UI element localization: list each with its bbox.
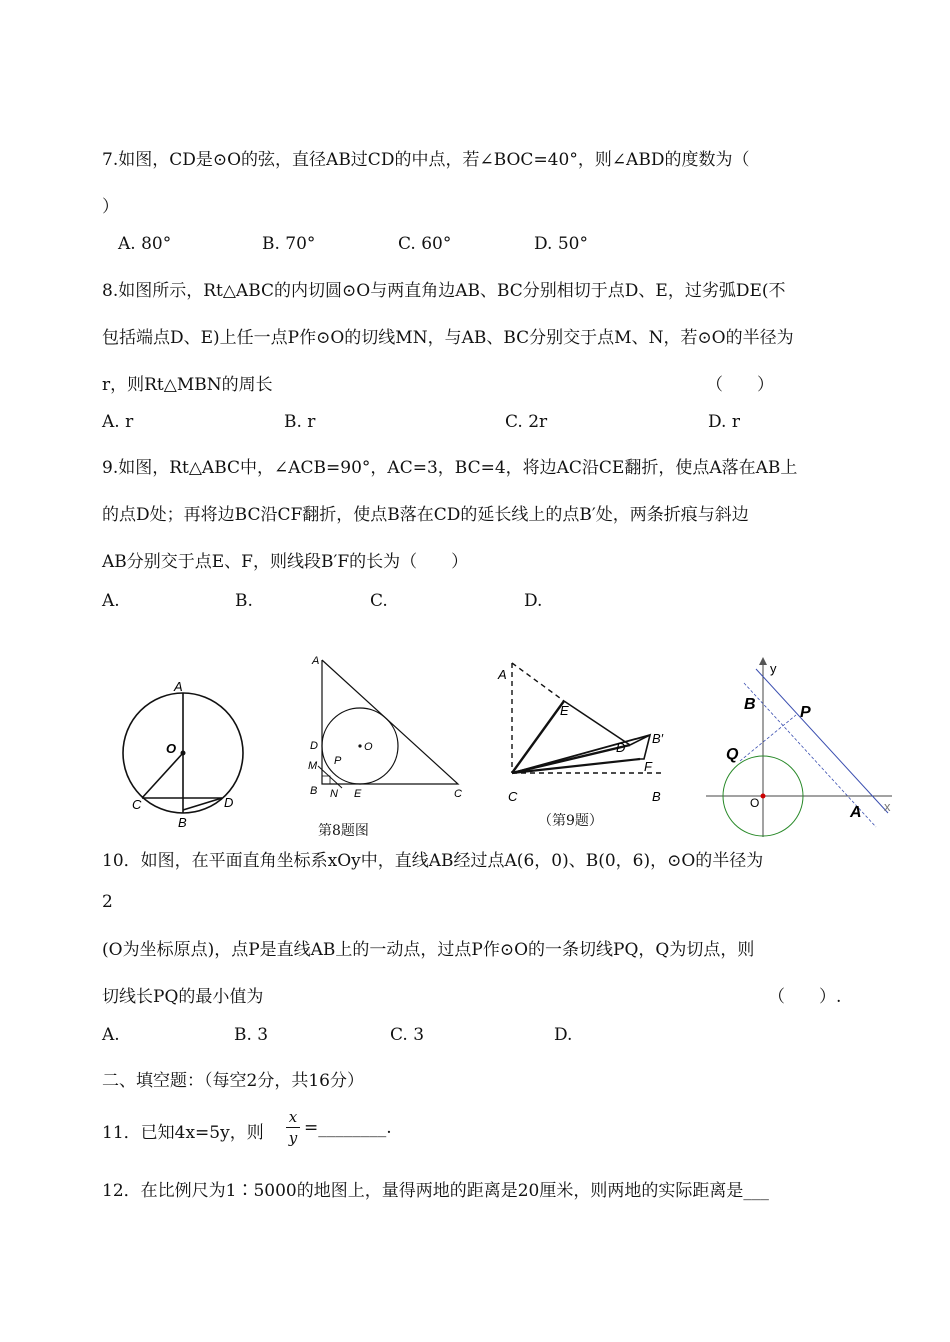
q9-line1: 9.如图，Rt△ABC中，∠ACB=90°，AC=3，BC=4，将边AC沿CE翻折，使点A落在AB上 [102,458,798,478]
q7-stem-cont: ） [102,197,119,217]
q10-option-c: C. 3 [390,1025,425,1045]
q7-option-a: A. 80° [118,234,172,254]
fig9-label-b: B [652,789,661,804]
q9-option-b: B. [235,591,253,611]
fig10-label-y: y [770,661,777,676]
figure-q10 [700,655,900,840]
q9-option-d: D. [524,591,543,611]
fig9-label-e: E [560,703,569,718]
q9-line2: 的点D处；再将边BC沿CF翻折，使点B落在CD的延长线上的点B′处，两条折痕与斜边 [102,505,749,525]
q10-line2: 2 [102,892,113,912]
q11-fraction-bar [286,1127,300,1128]
section2-title: 二、填空题：（每空2分，共16分） [102,1071,364,1091]
fig7-label-c: C [132,797,142,812]
q10-line4: 切线长PQ的最小值为 [102,987,264,1007]
fig7-label-a: A [174,679,183,694]
fig10-origin-dot [761,794,766,799]
fig8-label-a: A [312,655,320,667]
q9-option-c: C. [370,591,388,611]
fig9-label-a: A [498,667,507,682]
q8-line1: 8.如图所示，Rt△ABC的内切圆⊙O与两直角边AB、BC分别相切于点D、E，过劣弧DE(不 [102,281,786,301]
fig8-label-m: M [308,760,318,772]
fig9-label-d: D [616,740,626,755]
q11-prefix: 11．已知4x=5y，则 [102,1123,264,1143]
fig7-label-o: O [166,741,177,756]
fig9-label-c: C [508,789,518,804]
fig7-radius-oc [142,753,183,798]
q10-line1: 10．如图，在平面直角坐标系xOy中，直线AB经过点A(6，0)、B(0，6)，⊙O的半径为 [102,851,764,871]
q8-option-a: A. r [102,412,134,432]
q10-line3: (O为坐标原点)，点P是直线AB上的一动点，过点P作⊙O的一条切线PQ，Q为切点，则 [102,940,755,960]
fig9-dashed-ab [512,663,564,701]
fig8-label-d: D [310,740,318,752]
fig8-center-dot [358,744,361,747]
fig10-label-a: A [850,804,862,821]
q8-option-b: B. r [284,412,316,432]
fig9-crease-cf [512,759,640,773]
fig9-label-bp: B′ [652,731,664,746]
fig8-right-angle [322,776,330,784]
q11-denominator: y [288,1129,298,1147]
q9-option-a: A. [102,591,120,611]
fig7-label-d: D [224,795,234,810]
q8-option-c: C. 2r [505,412,548,432]
fig10-tangent-pq [740,715,796,761]
q11-suffix: =________. [304,1118,392,1138]
q12-text: 12．在比例尺为1∶5000的地图上，量得两地的距离是20厘米，则两地的实际距离是___ [102,1181,769,1201]
q7-option-b: B. 70° [262,234,316,254]
q11-fraction [286,1108,300,1147]
fig8-caption: 第8题图 [318,823,369,839]
fig10-label-b: B [744,696,756,713]
fig8-label-o: O [364,741,373,753]
q8-line3: r，则Rt△MBN的周长 [102,375,273,395]
q11-numerator: x [288,1108,298,1126]
fig8-label-e: E [354,788,362,800]
figure-q9 [492,655,682,810]
q8-line2: 包括端点D、E)上任一点P作⊙O的切线MN，与AB、BC分别交于点M、N，若⊙O的半径为 [102,328,794,348]
q7-stem: 7.如图，CD是⊙O的弦，直径AB过CD的中点，若∠BOC=40°，则∠ABD的度数为（ [102,150,750,170]
fig9-segment-ed [564,701,630,745]
fig9-caption: （第9题） [538,813,603,829]
q9-line3: AB分别交于点E、F，则线段B′F的长为（ ） [102,552,469,572]
fig8-label-b: B [310,785,318,797]
q10-bracket: （ ）. [768,987,842,1007]
fig7-label-b: B [178,815,187,830]
q10-option-d: D. [554,1025,573,1045]
fig7-center-dot [181,751,186,756]
figure-q7 [110,675,260,835]
fig10-label-x: x [884,799,891,814]
fig9-label-f: F [644,759,652,774]
fig8-label-p: P [334,755,342,767]
figure-q8 [304,652,474,804]
q7-option-d: D. 50° [534,234,588,254]
fig10-label-o: O [750,796,760,810]
q7-option-c: C. 60° [398,234,452,254]
fig9-segment-cbp [512,735,650,773]
fig10-line-ab [756,669,888,813]
fig8-label-c: C [454,788,462,800]
q10-option-b: B. 3 [234,1025,269,1045]
fig10-label-q: Q [726,746,739,763]
fig10-label-p: P [800,704,811,721]
q8-bracket: （ ） [706,375,774,395]
fig8-label-n: N [330,788,338,800]
q10-option-a: A. [102,1025,120,1045]
q8-option-d: D. r [708,412,740,432]
fig7-segment-bd [183,798,222,810]
